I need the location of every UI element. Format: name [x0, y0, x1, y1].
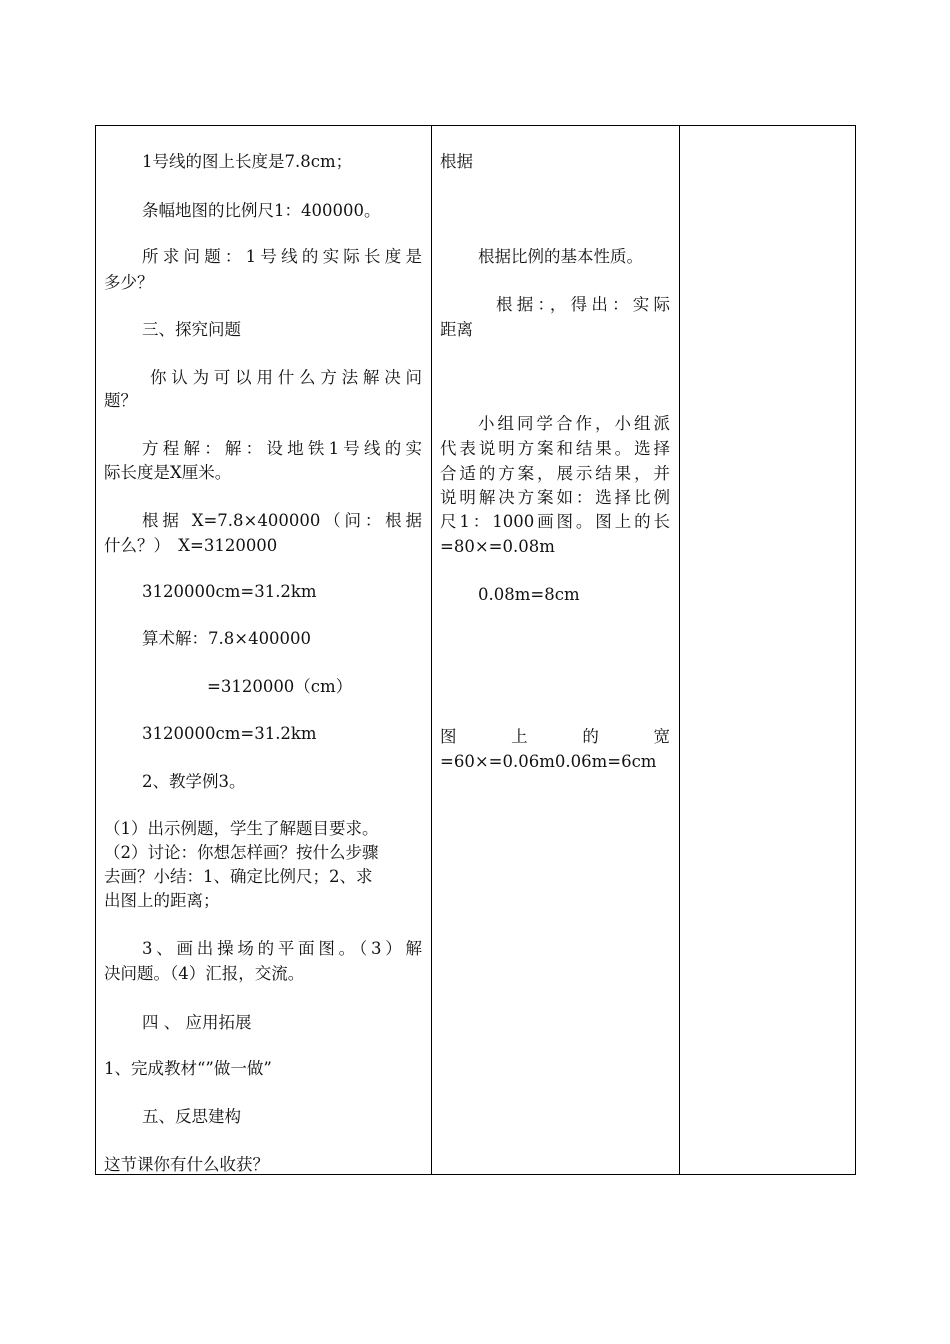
text-line: 际长度是X厘米。	[104, 463, 232, 482]
text-line: 算术解：7.8×400000	[142, 629, 312, 648]
text-line: 代表说明方案和结果。选择	[440, 439, 670, 458]
text-line: 1号线的图上长度是7.8cm；	[142, 152, 353, 171]
column-divider	[679, 126, 680, 1174]
student-activity-column	[440, 126, 670, 1174]
text-line: （2）讨论：你想怎样画？按什么步骤	[104, 843, 379, 862]
text-line: 条幅地图的比例尺1：400000。	[142, 201, 381, 220]
section-heading: 三、探究问题	[142, 320, 241, 339]
text-line: 多少？	[104, 273, 154, 292]
text-line: =80×=0.08m	[440, 537, 555, 556]
text-line: 1、完成教材“”做一做”	[104, 1059, 272, 1078]
text-line: （1）出示例题，学生了解题目要求。	[104, 819, 379, 838]
teaching-process-column	[104, 126, 422, 1174]
text-line: 方程解：解：设地铁1号线的实	[142, 439, 422, 458]
text-line: 根据	[440, 152, 473, 171]
text-line: 距离	[440, 320, 473, 339]
text-line: 说明解决方案如：选择比例	[440, 488, 670, 507]
text-line: 去画？小结：1、确定比例尺；2、求	[104, 867, 373, 886]
text-line: 图 上 的 宽	[440, 727, 670, 746]
text-line: 所求问题：1号线的实际长度是	[142, 247, 422, 266]
text-line: 3120000cm=31.2km	[142, 582, 317, 601]
text-line: 你认为可以用什么方法解决问	[150, 368, 422, 387]
column-divider	[431, 126, 432, 1174]
text-line: 根据比例的基本性质。	[478, 247, 643, 266]
section-heading: 五、反思建构	[142, 1107, 241, 1126]
text-line: 决问题。（4）汇报，交流。	[104, 964, 305, 983]
text-line: 题？	[104, 391, 137, 410]
text-line: 3120000cm=31.2km	[142, 724, 317, 743]
lesson-plan-table	[95, 125, 856, 1175]
text-line: =60×=0.06m0.06m=6cm	[440, 752, 657, 771]
text-line: 这节课你有什么收获？	[104, 1155, 269, 1174]
text-line: 小组同学合作，小组派	[478, 414, 670, 433]
text-line: 出图上的距离；	[104, 891, 220, 910]
text-line: 什么？） X=3120000	[104, 536, 278, 555]
text-line: 0.08m=8cm	[478, 585, 580, 604]
text-line: 合适的方案，展示结果，并	[440, 464, 670, 483]
text-line: 根据 X=7.8×400000（问：根据	[142, 511, 422, 530]
text-line: 3、画出操场的平面图。（3）解	[142, 939, 422, 958]
text-line: 根据：，得出：实际	[496, 295, 670, 314]
text-line: =3120000（cm）	[207, 677, 353, 696]
section-heading: 四 、 应用拓展	[142, 1013, 252, 1032]
text-line: 2、教学例3。	[142, 772, 246, 791]
text-line: 尺1：1000画图。图上的长	[440, 512, 670, 531]
